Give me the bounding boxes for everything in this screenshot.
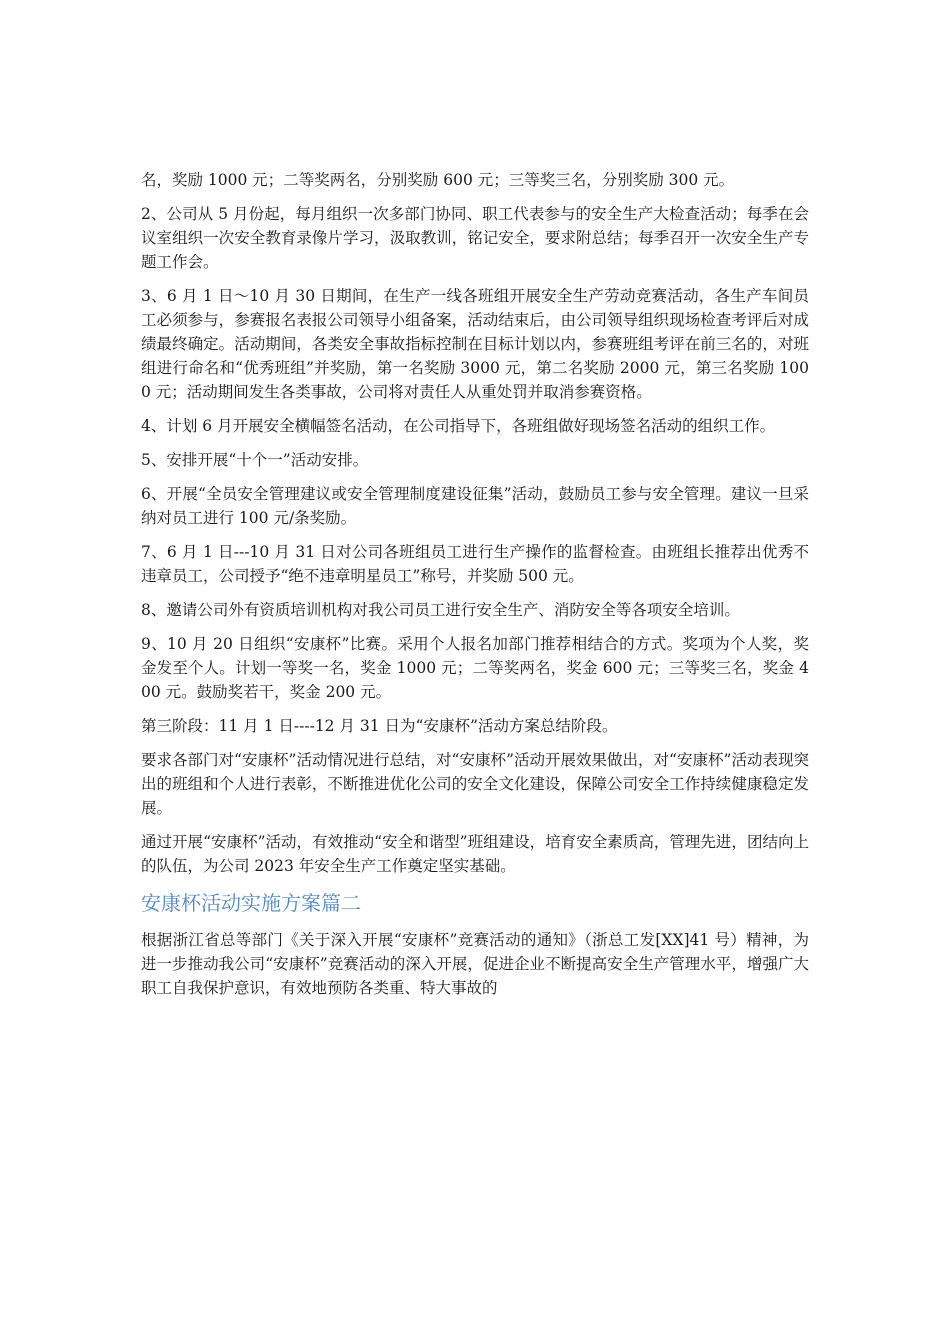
paragraph-item-9: 9、10 月 20 日组织“安康杯”比赛。采用个人报名加部门推荐相结合的方式。奖项为个人奖，奖金发至个人。计划一等奖一名，奖金 1000 元；二等奖两名，奖金 600 元；三等奖三名，奖金 400 元。鼓励奖若干，奖金 200 元。 <box>141 635 809 701</box>
paragraph-summary-requirement: 要求各部门对“安康杯”活动情况进行总结，对“安康杯”活动开展效果做出，对“安康杯”活动表现突出的班组和个人进行表彰，不断推进优化公司的安全文化建设，保障公司安全工作持续健康稳定发展。 <box>141 751 809 817</box>
paragraph-conclusion: 通过开展“安康杯”活动，有效推动“安全和谐型”班组建设，培育安全素质高，管理先进，团结向上的队伍，为公司 2023 年安全生产工作奠定坚实基础。 <box>141 833 809 875</box>
paragraph-stage-three: 第三阶段：11 月 1 日----12 月 31 日为“安康杯”活动方案总结阶段。 <box>141 717 618 735</box>
paragraph-item-6: 6、开展“全员安全管理建议或安全管理制度建设征集”活动，鼓励员工参与安全管理。建议一旦采纳对员工进行 100 元/条奖励。 <box>141 485 809 527</box>
paragraph-prize-continuation: 名，奖励 1000 元；二等奖两名，分别奖励 600 元；三等奖三名，分别奖励 300 元。 <box>141 171 735 189</box>
paragraph-item-3: 3、6 月 1 日～10 月 30 日期间，在生产一线各班组开展安全生产劳动竞赛活动，各生产车间员工必须参与，参赛报名表报公司领导小组备案，活动结束后，由公司领导组织现场检查考评后对成绩最终确定。活动期间，各类安全事故指标控制在目标计划以内，参赛班组考评在前三名的，对班组进行命名和“优秀班组”并奖励，第一名奖励 3000 元，第二名奖励 2000 元，第三名奖励 1000 元；活动期间发生各类事故，公司将对责任人从重处罚并取消参赛资格。 <box>141 287 809 401</box>
paragraph-part-two-intro: 根据浙江省总等部门《关于深入开展“安康杯”竞赛活动的通知》（浙总工发[XX]41 号）精神，为进一步推动我公司“安康杯”竞赛活动的深入开展，促进企业不断提高安全生产管理水平，增强广大职工自我保护意识，有效地预防各类重、特大事故的 <box>141 931 809 997</box>
paragraph-item-7: 7、6 月 1 日---10 月 31 日对公司各班组员工进行生产操作的监督检查。由班组长推荐出优秀不违章员工，公司授予“绝不违章明星员工”称号，并奖励 500 元。 <box>141 543 809 585</box>
section-heading: 安康杯活动实施方案篇二 <box>141 891 361 915</box>
paragraph-item-5: 5、安排开展“十个一”活动安排。 <box>141 451 369 469</box>
paragraph-item-4: 4、计划 6 月开展安全横幅签名活动，在公司指导下，各班组做好现场签名活动的组织工作。 <box>141 417 776 435</box>
paragraph-item-8: 8、邀请公司外有资质培训机构对我公司员工进行安全生产、消防安全等各项安全培训。 <box>141 601 740 619</box>
document-body <box>141 168 809 1010</box>
paragraph-item-2: 2、公司从 5 月份起，每月组织一次多部门协同、职工代表参与的安全生产大检查活动；每季在会议室组织一次安全教育录像片学习，汲取教训，铭记安全，要求附总结；每季召开一次安全生产专题工作会。 <box>141 205 809 271</box>
